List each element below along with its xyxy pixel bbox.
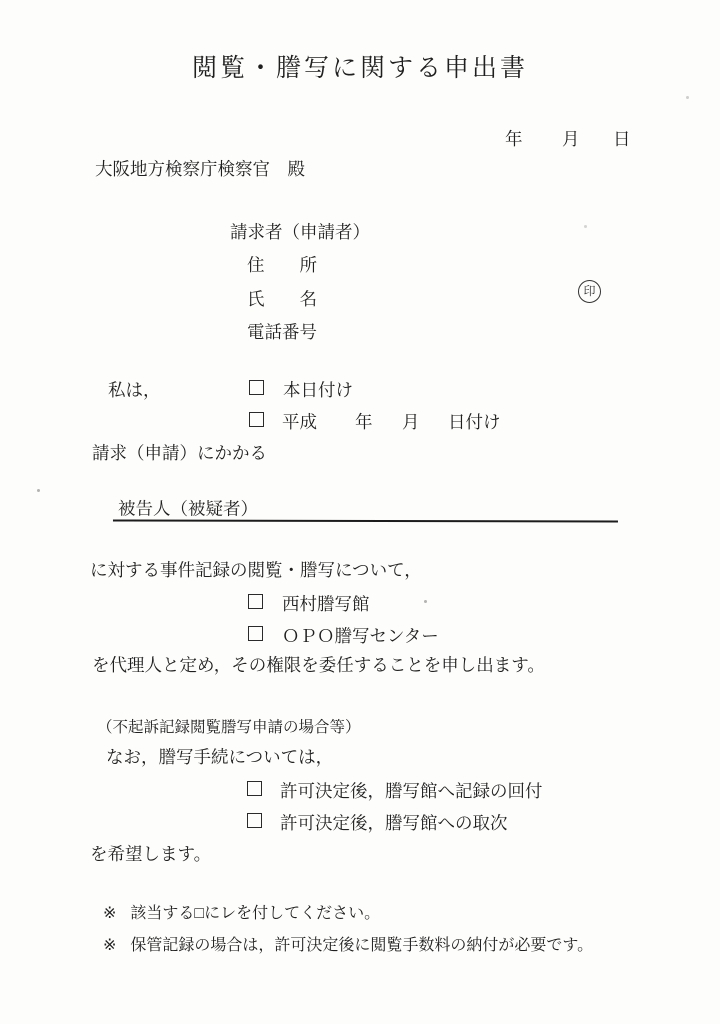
footnote-marker: ※ — [103, 905, 117, 922]
defendant-name-blank[interactable] — [113, 495, 618, 522]
seal-mark-icon: 印 — [578, 280, 601, 303]
procedure-note: （不起訴記録閲覧謄写申請の場合等） — [97, 719, 361, 736]
heisei-day-suffix-label: 日付け — [448, 412, 501, 432]
checkbox-record-forwarding[interactable] — [247, 781, 262, 796]
agent-nishimura-label: 西村謄写館 — [282, 594, 370, 614]
address-label: 住 所 — [247, 255, 317, 275]
delegation-outro: を代理人と定め，その権限を委任することを申し出ます。 — [92, 655, 545, 675]
checkbox-record-referral[interactable] — [247, 813, 262, 828]
applicant-heading: 請求者（申請者） — [230, 222, 370, 242]
date-day-label: 日 — [613, 129, 631, 149]
agent-opo-label: ＯＰＯ謄写センター — [282, 626, 439, 646]
heisei-era-label: 平成 — [282, 412, 317, 432]
procedure-outro: を希望します。 — [90, 844, 212, 864]
footnote-text: 該当する□にレを付してください。 — [130, 905, 381, 922]
footnote-marker: ※ — [103, 937, 117, 954]
defendant-label: 被告人（被疑者） — [117, 498, 259, 519]
procedure-lead: なお，謄写手続については， — [106, 747, 334, 767]
date-choice-trailing: 請求（申請）にかかる — [92, 443, 267, 463]
option-record-forwarding-label: 許可決定後，謄写館へ記録の回付 — [280, 781, 543, 801]
addressee: 大阪地方検察庁検察官 殿 — [95, 159, 305, 179]
date-year-label: 年 — [505, 129, 523, 149]
scan-speck — [37, 489, 40, 492]
heisei-year-label: 年 — [355, 412, 373, 432]
footnote-fee-notice — [103, 932, 593, 955]
option-today-label: 本日付け — [283, 380, 353, 400]
heisei-month-label: 月 — [402, 412, 420, 432]
checkbox-agent-nishimura[interactable] — [248, 594, 263, 609]
name-label: 氏 名 — [247, 289, 317, 309]
checkbox-today[interactable] — [249, 380, 264, 395]
scan-speck — [424, 600, 427, 603]
delegation-intro: に対する事件記録の閲覧・謄写について， — [90, 560, 422, 580]
footnote-text: 保管記録の場合は，許可決定後に閲覧手数料の納付が必要です。 — [130, 937, 594, 954]
scan-speck — [686, 96, 689, 99]
form-title: 閲覧・謄写に関する申出書 — [191, 55, 528, 82]
footnote-check-instruction — [103, 900, 380, 923]
date-choice-lead: 私は， — [108, 380, 161, 400]
option-record-referral-label: 許可決定後，謄写館への取次 — [280, 813, 508, 833]
checkbox-agent-opo[interactable] — [248, 626, 263, 641]
checkbox-heisei-date[interactable] — [249, 412, 264, 427]
scan-speck — [584, 225, 587, 228]
phone-label: 電話番号 — [247, 322, 317, 342]
date-month-label: 月 — [562, 129, 580, 149]
